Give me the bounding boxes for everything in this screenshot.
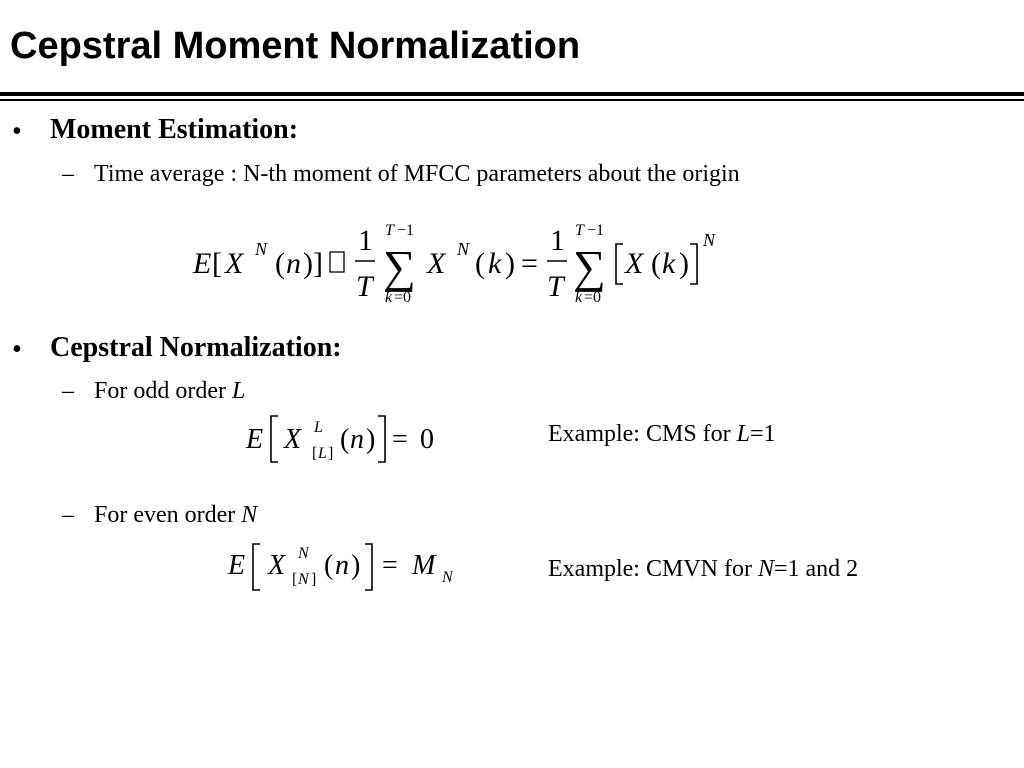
moment-equation — [185, 210, 745, 310]
svg-text:k: k — [662, 247, 676, 280]
svg-text:N: N — [703, 230, 716, 250]
svg-text:=0: =0 — [584, 289, 602, 306]
sub-bullet-dash: – — [62, 161, 74, 187]
svg-text:T: T — [356, 270, 373, 303]
svg-text:=: = — [521, 247, 538, 280]
svg-text:M: M — [412, 550, 436, 581]
svg-text:[: [ — [312, 445, 318, 462]
svg-text:N: N — [298, 545, 309, 562]
svg-text:X: X — [625, 247, 644, 280]
even-order-text: For even order N — [94, 502, 258, 528]
svg-text:1: 1 — [358, 224, 373, 257]
svg-text:E: E — [246, 424, 264, 455]
svg-text:−1: −1 — [397, 222, 415, 239]
svg-text:0: 0 — [420, 424, 434, 455]
svg-text:): ) — [351, 550, 361, 581]
svg-text:L: L — [314, 419, 323, 436]
sub-bullet-dash: – — [62, 502, 74, 528]
svg-text:k: k — [575, 289, 583, 306]
svg-text:T: T — [385, 222, 394, 239]
svg-text:n: n — [286, 247, 301, 280]
svg-text:T: T — [547, 270, 564, 303]
title-divider-thin — [0, 99, 1024, 101]
svg-text:=0: =0 — [394, 289, 412, 306]
bullet-dot: • — [12, 334, 22, 365]
bullet-cepstral-normalization: Cepstral Normalization: — [50, 332, 342, 363]
example-cmvn: Example: CMVN for N=1 and 2 — [548, 556, 859, 582]
svg-text:=: = — [382, 550, 398, 581]
svg-text:−1: −1 — [587, 222, 605, 239]
svg-text:): ) — [505, 247, 515, 280]
svg-text:1: 1 — [550, 224, 565, 257]
svg-text:k: k — [385, 289, 393, 306]
svg-text:X: X — [427, 247, 446, 280]
example-cms: Example: CMS for L=1 — [548, 421, 776, 447]
svg-text:]: ] — [328, 445, 334, 462]
svg-text:(: ( — [324, 550, 334, 581]
svg-text:N: N — [457, 239, 470, 259]
svg-text:): ) — [679, 247, 689, 280]
even-order-equation — [222, 540, 472, 600]
svg-text:E: E — [193, 247, 212, 280]
odd-order-equation — [240, 410, 460, 470]
svg-text:(: ( — [340, 424, 350, 455]
svg-text:N: N — [255, 239, 268, 259]
svg-text:(: ( — [475, 247, 485, 280]
title-divider-thick — [0, 92, 1024, 96]
svg-text:X: X — [268, 550, 286, 581]
svg-text:]: ] — [311, 571, 317, 588]
svg-text:)]: )] — [303, 247, 323, 280]
time-average-text: Time average : N-th moment of MFCC parameters about the origin — [94, 161, 740, 187]
svg-text:k: k — [488, 247, 502, 280]
svg-text:n: n — [350, 424, 364, 455]
svg-text:[: [ — [292, 571, 298, 588]
svg-text:(: ( — [651, 247, 661, 280]
svg-text:n: n — [335, 550, 349, 581]
sub-bullet-dash: – — [62, 378, 74, 404]
odd-order-text: For odd order L — [94, 378, 246, 404]
svg-text:N: N — [442, 569, 453, 586]
svg-text:=: = — [392, 424, 408, 455]
svg-text:T: T — [575, 222, 584, 239]
svg-text:E: E — [228, 550, 246, 581]
svg-text:(: ( — [275, 247, 285, 280]
svg-text:∑: ∑ — [573, 241, 606, 292]
svg-text:[: [ — [212, 247, 222, 280]
bullet-dot: • — [12, 116, 22, 147]
svg-text:): ) — [366, 424, 376, 455]
svg-text:X: X — [284, 424, 302, 455]
slide-title: Cepstral Moment Normalization — [10, 25, 581, 67]
svg-text:L: L — [318, 445, 327, 462]
svg-text:X: X — [225, 247, 244, 280]
bullet-moment-estimation: Moment Estimation: — [50, 114, 299, 145]
svg-text:N: N — [298, 571, 309, 588]
svg-text:∑: ∑ — [383, 241, 416, 292]
